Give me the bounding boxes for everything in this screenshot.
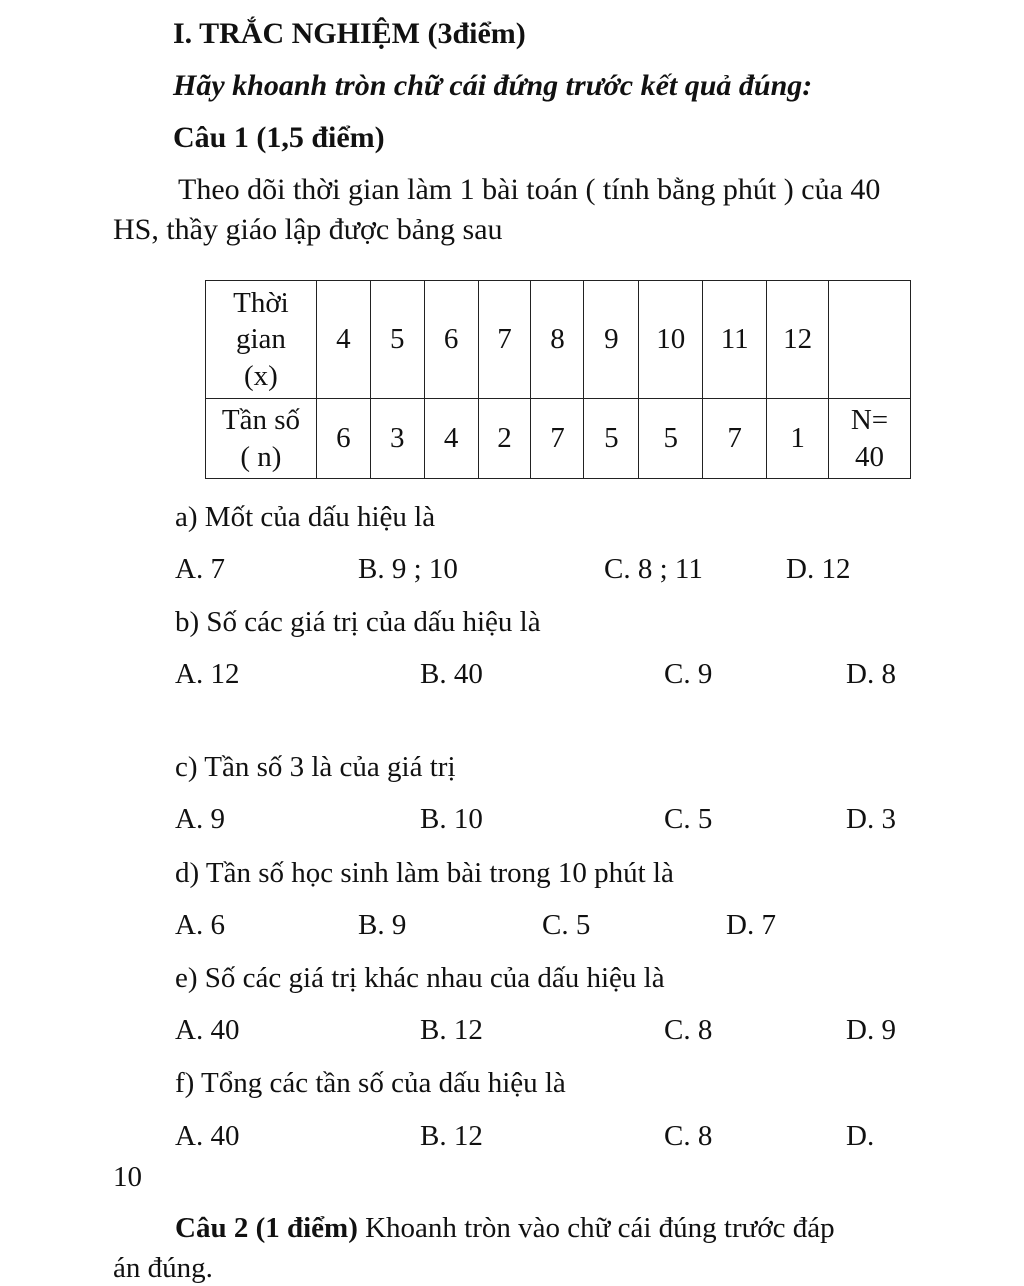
part-a-question: a) Mốt của dấu hiệu là <box>175 501 436 533</box>
n-value: 6 <box>316 399 370 479</box>
section-title: I. TRẮC NGHIỆM (3điểm) <box>173 17 526 50</box>
x-value: 11 <box>703 281 767 399</box>
option-b[interactable]: B. 12 <box>420 1014 483 1046</box>
question-2-text: Khoanh tròn vào chữ cái đúng trước đáp <box>357 1212 835 1244</box>
instruction: Hãy khoanh tròn chữ cái đứng trước kết quả đúng: <box>173 69 813 102</box>
part-b-question: b) Số các giá trị của dấu hiệu là <box>175 606 541 638</box>
option-c[interactable]: C. 8 ; 11 <box>604 553 703 585</box>
row-header-x: Thời gian (x) <box>206 281 317 399</box>
part-d-question: d) Tần số học sinh làm bài trong 10 phút là <box>175 857 674 889</box>
option-c[interactable]: C. 5 <box>542 909 591 941</box>
option-a[interactable]: A. 9 <box>175 803 225 835</box>
question-2-heading: Câu 2 (1 điểm) <box>175 1212 358 1244</box>
n-value: 3 <box>370 399 424 479</box>
n-value: 5 <box>584 399 639 479</box>
option-d[interactable]: D. 9 <box>846 1014 896 1046</box>
option-c[interactable]: C. 8 <box>664 1120 713 1152</box>
option-a[interactable]: A. 40 <box>175 1014 240 1046</box>
option-d-continuation: 10 <box>113 1161 142 1193</box>
option-d[interactable]: D. 8 <box>846 658 896 690</box>
x-value: 7 <box>478 281 531 399</box>
option-c[interactable]: C. 9 <box>664 658 713 690</box>
option-c[interactable]: C. 5 <box>664 803 713 835</box>
option-a[interactable]: A. 7 <box>175 553 225 585</box>
option-d[interactable]: D. 3 <box>846 803 896 835</box>
option-d[interactable]: D. <box>846 1120 875 1152</box>
question-1-intro: Theo dõi thời gian làm 1 bài toán ( tính bằng phút ) của 40 <box>178 173 881 206</box>
n-value: 1 <box>767 399 829 479</box>
question-1-intro-cont: HS, thầy giáo lập được bảng sau <box>113 213 503 246</box>
option-d[interactable]: D. 12 <box>786 553 851 585</box>
question-1-heading: Câu 1 (1,5 điểm) <box>173 121 385 154</box>
x-value: 12 <box>767 281 829 399</box>
empty-cell <box>829 281 911 399</box>
x-value: 9 <box>584 281 639 399</box>
option-b[interactable]: B. 9 <box>358 909 407 941</box>
option-b[interactable]: B. 12 <box>420 1120 483 1152</box>
n-value: 2 <box>478 399 531 479</box>
option-a[interactable]: A. 12 <box>175 658 240 690</box>
option-c[interactable]: C. 8 <box>664 1014 713 1046</box>
question-2 <box>175 1211 835 1246</box>
row-header-n: Tần số ( n) <box>206 399 317 479</box>
option-a[interactable]: A. 40 <box>175 1120 240 1152</box>
question-2-text-cont: án đúng. <box>113 1252 213 1284</box>
total-cell: N= 40 <box>829 399 911 479</box>
option-b[interactable]: B. 40 <box>420 658 483 690</box>
n-value: 4 <box>424 399 478 479</box>
n-value: 7 <box>531 399 584 479</box>
part-c-question: c) Tần số 3 là của giá trị <box>175 751 456 783</box>
n-value: 7 <box>703 399 767 479</box>
part-e-question: e) Số các giá trị khác nhau của dấu hiệu là <box>175 962 665 994</box>
n-value: 5 <box>639 399 703 479</box>
x-value: 4 <box>316 281 370 399</box>
x-value: 10 <box>639 281 703 399</box>
frequency-table <box>205 280 911 479</box>
option-d[interactable]: D. 7 <box>726 909 776 941</box>
x-value: 5 <box>370 281 424 399</box>
table-row-n <box>206 399 911 479</box>
option-a[interactable]: A. 6 <box>175 909 225 941</box>
part-f-question: f) Tổng các tần số của dấu hiệu là <box>175 1067 566 1099</box>
table-row-x <box>206 281 911 399</box>
option-b[interactable]: B. 9 ; 10 <box>358 553 458 585</box>
x-value: 6 <box>424 281 478 399</box>
x-value: 8 <box>531 281 584 399</box>
option-b[interactable]: B. 10 <box>420 803 483 835</box>
